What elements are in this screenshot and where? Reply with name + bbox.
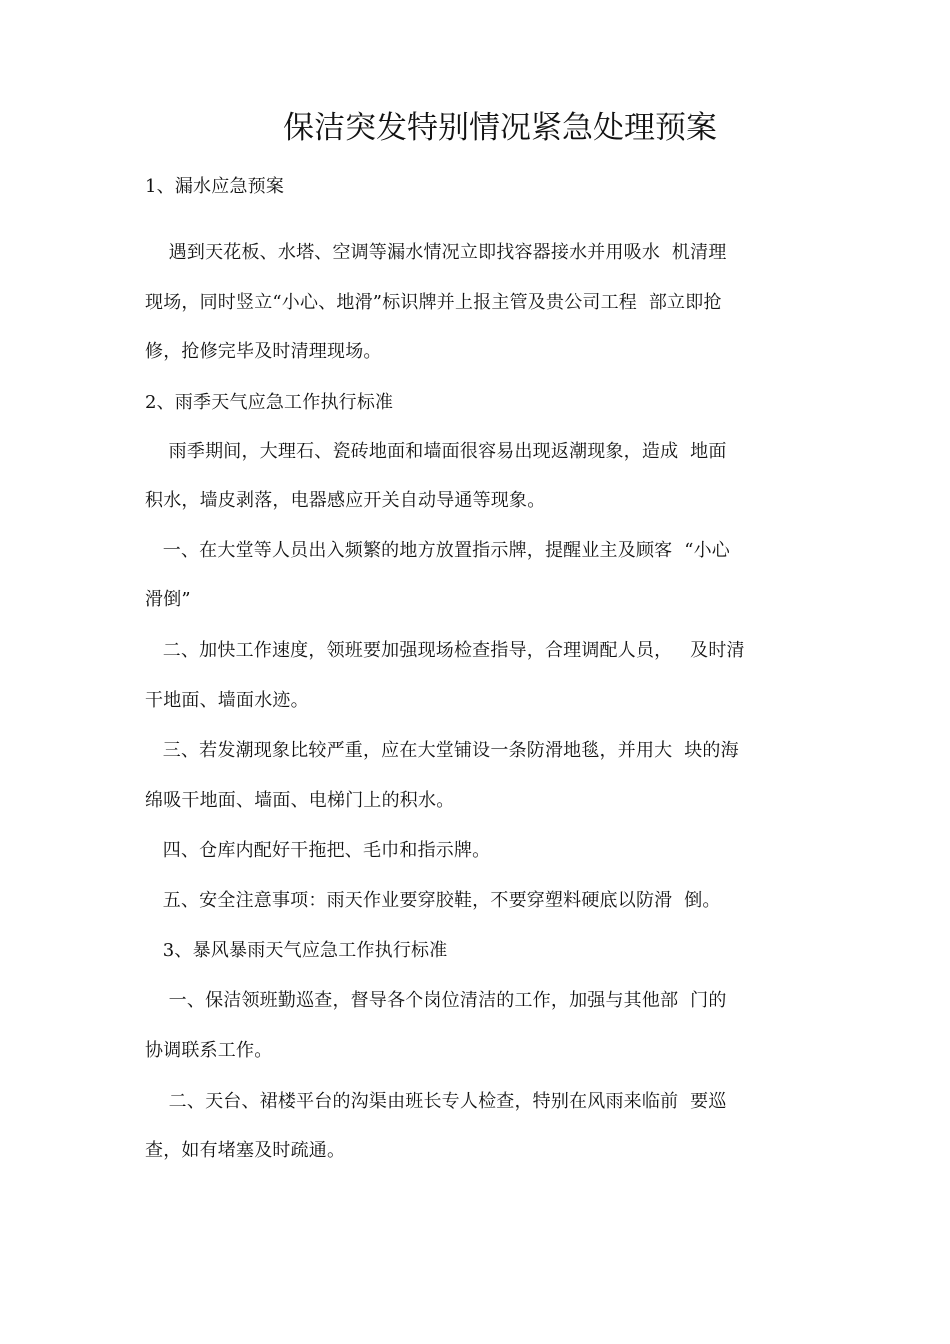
list-item-line: 滑倒” [145,589,191,610]
list-item-line: 五、安全注意事项：雨天作业要穿胶鞋，不要穿塑料硬底以防滑 倒。 [145,890,721,911]
paragraph-line: 遇到天花板、水塔、空调等漏水情况立即找容器接水并用吸水 机清理 [145,242,727,263]
list-item-line: 干地面、墙面水迹。 [145,690,309,711]
list-item-line: 二、加快工作速度，领班要加强现场检查指导，合理调配人员， 及时清 [145,640,745,661]
paragraph-line: 现场，同时竖立“小心、地滑”标识牌并上报主管及贵公司工程 部立即抢 [145,292,722,313]
list-item-line: 四、仓库内配好干拖把、毛巾和指示牌。 [145,840,491,861]
list-item-line: 一、保洁领班勤巡查，督导各个岗位清洁的工作，加强与其他部 门的 [145,990,727,1011]
list-item-line: 二、天台、裙楼平台的沟渠由班长专人检查，特别在风雨来临前 要巡 [145,1091,727,1112]
section-heading-1: 1、漏水应急预案 [145,176,285,197]
list-item-line: 绵吸干地面、墙面、电梯门上的积水。 [145,790,455,811]
document-title: 保洁突发特别情况紧急处理预案 [283,110,717,146]
list-item-line: 三、若发潮现象比较严重，应在大堂铺设一条防滑地毯，并用大 块的海 [145,740,739,761]
section-heading-2: 2、雨季天气应急工作执行标准 [145,392,394,413]
paragraph-line: 雨季期间，大理石、瓷砖地面和墙面很容易出现返潮现象，造成 地面 [145,441,727,462]
list-item-line: 协调联系工作。 [145,1040,273,1061]
list-item-line: 一、在大堂等人员出入频繁的地方放置指示牌，提醒业主及顾客 “小心 [145,540,731,561]
list-item-line: 查，如有堵塞及时疏通。 [145,1140,346,1161]
paragraph-line: 积水，墙皮剥落，电器感应开关自动导通等现象。 [145,490,546,511]
section-heading-3: 3、暴风暴雨天气应急工作执行标准 [145,940,448,961]
paragraph-line: 修，抢修完毕及时清理现场。 [145,341,382,362]
